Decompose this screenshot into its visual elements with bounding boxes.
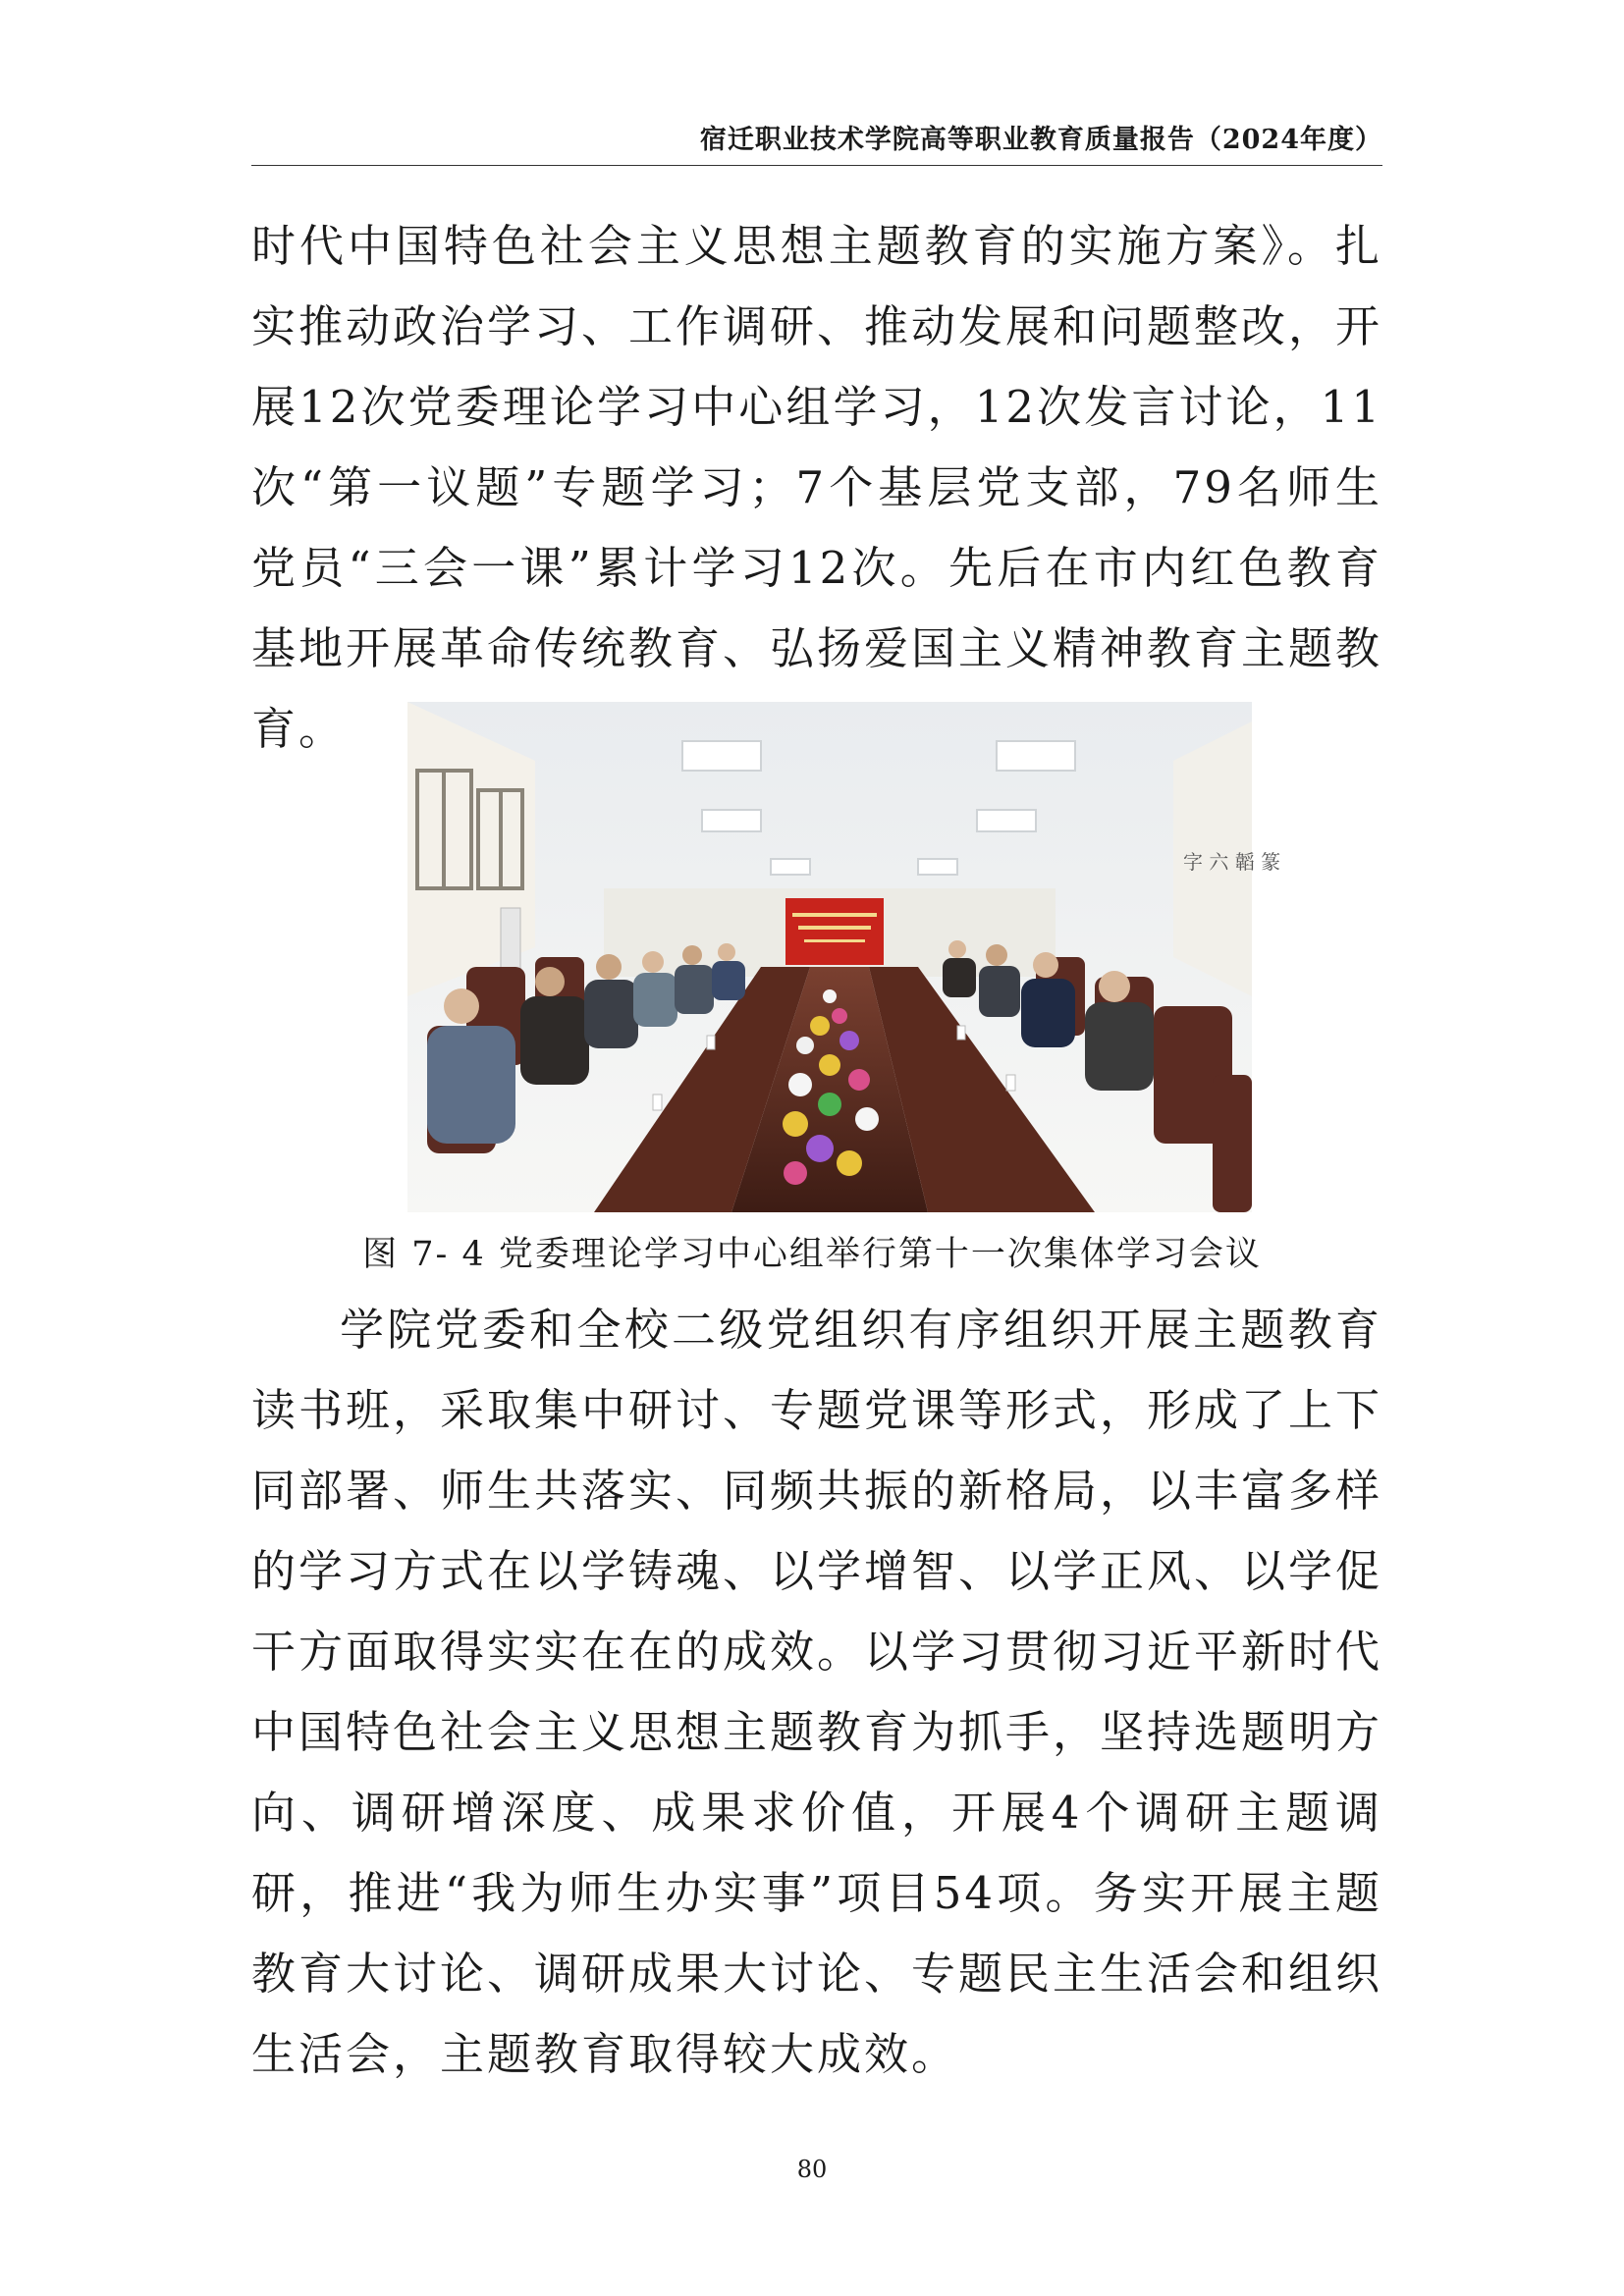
report-header: 宿迁职业技术学院高等职业教育质量报告（2024年度）: [699, 125, 1382, 155]
meeting-photo: [407, 702, 1281, 1212]
body-paragraph-2: 学院党委和全校二级党组织有序组织开展主题教育读书班，采取集中研讨、专题党课等形式，形成了上下同部署、师生共落实、同频共振的新格局，以丰富多样的学习方式在以学铸魂、以学增智、以学正风、以学促干方面取得实实在在的成效。以学习贯彻习近平新时代中国特色社会主义思想主题教育为抓手，坚持选题明方向、调研增深度、成果求价值，开展4个调研主题调研，推进“我为师生办实事”项目54项。务实开展主题教育大讨论、调研成果大讨论、专题民主生活会和组织生活会，主题教育取得较大成效。: [251, 1304, 1383, 2080]
body-paragraph-1: 时代中国特色社会主义思想主题教育的实施方案》。扎实推动政治学习、工作调研、推动发展和问题整改，开展12次党委理论学习中心组学习，12次发言讨论，11次“第一议题”专题学习；7个基层党支部，79名师生党员“三会一课”累计学习12次。先后在市内红色教育基地开展革命传统教育、弘扬爱国主义精神教育主题教育。: [251, 220, 1383, 755]
svg-text:字 六 韜 篆: 字 六 韜 篆: [1183, 850, 1281, 874]
page-number: 80: [796, 2156, 828, 2183]
header-divider: [251, 165, 1382, 166]
figure-caption: 图 7- 4 党委理论学习中心组举行第十一次集体学习会议: [362, 1235, 1262, 1274]
